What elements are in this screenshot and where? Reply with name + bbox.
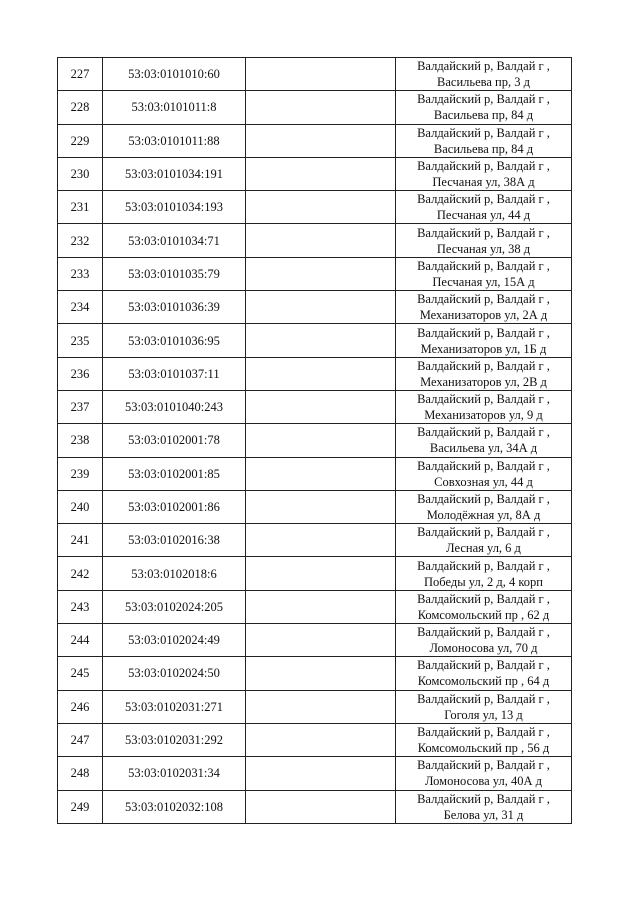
address-line-street: Белова ул, 31 д <box>443 807 524 822</box>
row-number: 231 <box>58 191 103 224</box>
row-number: 233 <box>58 257 103 290</box>
address-line-region: Валдайский р, Валдай г , <box>417 691 550 706</box>
table-row <box>58 690 572 723</box>
row-number: 234 <box>58 291 103 324</box>
row-number: 248 <box>58 757 103 790</box>
row-number: 230 <box>58 157 103 190</box>
row-number: 247 <box>58 723 103 756</box>
empty-cell <box>246 58 396 91</box>
address-line-region: Валдайский р, Валдай г , <box>417 525 550 540</box>
address-cell <box>396 257 572 290</box>
cadastral-number: 53:03:0102001:86 <box>103 490 246 523</box>
address-line-street: Совхозная ул, 44 д <box>434 474 533 489</box>
cadastral-number: 53:03:0102031:271 <box>103 690 246 723</box>
cadastral-number: 53:03:0102001:85 <box>103 457 246 490</box>
empty-cell <box>246 124 396 157</box>
address-line-street: Васильева пр, 3 д <box>437 75 530 90</box>
table-row <box>58 157 572 190</box>
empty-cell <box>246 557 396 590</box>
address-line-street: Механизаторов ул, 1Б д <box>420 341 547 356</box>
cadastral-number: 53:03:0102018:6 <box>103 557 246 590</box>
cadastral-number: 53:03:0101036:39 <box>103 291 246 324</box>
cadastral-number: 53:03:0102031:34 <box>103 757 246 790</box>
address-cell <box>396 91 572 124</box>
address-line-street: Гоголя ул, 13 д <box>444 707 523 722</box>
address-cell <box>396 191 572 224</box>
cadastral-number: 53:03:0101011:8 <box>103 91 246 124</box>
address-line-region: Валдайский р, Валдай г , <box>417 625 550 640</box>
address-line-street: Комсомольский пр , 56 д <box>417 741 550 756</box>
address-cell <box>396 457 572 490</box>
address-cell <box>396 790 572 823</box>
address-cell <box>396 357 572 390</box>
cadastral-number: 53:03:0102032:108 <box>103 790 246 823</box>
row-number: 235 <box>58 324 103 357</box>
address-line-street: Васильева пр, 84 д <box>433 141 534 156</box>
address-line-region: Валдайский р, Валдай г , <box>417 258 550 273</box>
address-line-street: Комсомольский пр , 64 д <box>417 674 550 689</box>
address-line-region: Валдайский р, Валдай г , <box>417 492 550 506</box>
table-row <box>58 191 572 224</box>
address-line-street: Васильева ул, 34А д <box>429 441 538 456</box>
address-cell <box>396 390 572 423</box>
address-line-region: Валдайский р, Валдай г , <box>417 425 550 440</box>
row-number: 244 <box>58 624 103 657</box>
address-line-street: Васильева пр, 84 д <box>433 108 534 123</box>
row-number: 245 <box>58 657 103 690</box>
table-row <box>58 490 572 523</box>
table-row <box>58 557 572 590</box>
table-row <box>58 257 572 290</box>
address-line-region: Валдайский р, Валдай г , <box>417 392 550 407</box>
address-cell <box>396 490 572 523</box>
address-line-street: Ломоносова ул, 70 д <box>429 641 538 656</box>
table-row <box>58 124 572 157</box>
row-number: 249 <box>58 790 103 823</box>
table-row <box>58 524 572 557</box>
table-row <box>58 657 572 690</box>
empty-cell <box>246 291 396 324</box>
table-row <box>58 790 572 823</box>
row-number: 239 <box>58 457 103 490</box>
row-number: 237 <box>58 390 103 423</box>
address-cell <box>396 58 572 91</box>
property-table <box>57 57 572 824</box>
empty-cell <box>246 390 396 423</box>
row-number: 242 <box>58 557 103 590</box>
address-line-region: Валдайский р, Валдай г , <box>417 225 550 240</box>
address-line-street: Механизаторов ул, 2В д <box>420 374 547 389</box>
empty-cell <box>246 157 396 190</box>
address-line-street: Песчаная ул, 44 д <box>436 208 531 223</box>
address-line-region: Валдайский р, Валдай г , <box>417 458 550 473</box>
address-line-region: Валдайский р, Валдай г , <box>417 292 550 307</box>
address-line-region: Валдайский р, Валдай г , <box>417 192 550 207</box>
empty-cell <box>246 657 396 690</box>
address-line-street: Песчаная ул, 15А д <box>432 274 535 289</box>
address-line-region: Валдайский р, Валдай г , <box>417 591 550 606</box>
address-cell <box>396 690 572 723</box>
address-line-street: Лесная ул, 6 д <box>446 541 521 556</box>
cadastral-number: 53:03:0101037:11 <box>103 357 246 390</box>
cadastral-number: 53:03:0101034:193 <box>103 191 246 224</box>
address-cell <box>396 224 572 257</box>
row-number: 227 <box>58 58 103 91</box>
cadastral-number: 53:03:0101010:60 <box>103 58 246 91</box>
address-line-region: Валдайский р, Валдай г , <box>417 558 550 573</box>
table-row <box>58 324 572 357</box>
address-line-street: Песчаная ул, 38 д <box>436 241 531 256</box>
address-line-region: Валдайский р, Валдай г , <box>417 92 550 107</box>
table-row <box>58 457 572 490</box>
empty-cell <box>246 257 396 290</box>
empty-cell <box>246 191 396 224</box>
empty-cell <box>246 590 396 623</box>
address-cell <box>396 324 572 357</box>
address-line-region: Валдайский р, Валдай г , <box>417 658 550 673</box>
row-number: 243 <box>58 590 103 623</box>
table-row <box>58 590 572 623</box>
address-cell <box>396 757 572 790</box>
address-line-region: Валдайский р, Валдай г , <box>417 159 550 174</box>
row-number: 238 <box>58 424 103 457</box>
empty-cell <box>246 224 396 257</box>
address-cell <box>396 557 572 590</box>
empty-cell <box>246 490 396 523</box>
empty-cell <box>246 457 396 490</box>
table-row <box>58 357 572 390</box>
property-table-body <box>58 58 572 824</box>
table-row <box>58 757 572 790</box>
address-cell <box>396 157 572 190</box>
cadastral-number: 53:03:0101036:95 <box>103 324 246 357</box>
row-number: 229 <box>58 124 103 157</box>
address-cell <box>396 590 572 623</box>
address-cell <box>396 291 572 324</box>
row-number: 246 <box>58 690 103 723</box>
empty-cell <box>246 723 396 756</box>
cadastral-number: 53:03:0102024:49 <box>103 624 246 657</box>
empty-cell <box>246 91 396 124</box>
table-row <box>58 624 572 657</box>
address-line-street: Победы ул, 2 д, 4 корп <box>424 574 543 589</box>
table-row <box>58 91 572 124</box>
table-row <box>58 291 572 324</box>
table-row <box>58 390 572 423</box>
address-cell <box>396 624 572 657</box>
empty-cell <box>246 757 396 790</box>
address-cell <box>396 524 572 557</box>
address-line-street: Молодёжная ул, 8А д <box>426 508 541 522</box>
cadastral-number: 53:03:0101034:191 <box>103 157 246 190</box>
address-line-region: Валдайский р, Валдай г , <box>417 325 550 340</box>
empty-cell <box>246 524 396 557</box>
cadastral-number: 53:03:0101035:79 <box>103 257 246 290</box>
address-line-region: Валдайский р, Валдай г , <box>417 59 550 74</box>
cadastral-number: 53:03:0101040:243 <box>103 390 246 423</box>
address-line-region: Валдайский р, Валдай г , <box>417 725 550 740</box>
empty-cell <box>246 624 396 657</box>
table-row <box>58 723 572 756</box>
cadastral-number: 53:03:0102024:205 <box>103 590 246 623</box>
address-cell <box>396 723 572 756</box>
address-line-street: Ломоносова ул, 40А д <box>425 774 542 789</box>
address-line-region: Валдайский р, Валдай г , <box>417 125 550 140</box>
cadastral-number: 53:03:0101034:71 <box>103 224 246 257</box>
empty-cell <box>246 790 396 823</box>
address-line-region: Валдайский р, Валдай г , <box>417 358 550 373</box>
address-line-region: Валдайский р, Валдай г , <box>417 758 550 773</box>
empty-cell <box>246 357 396 390</box>
row-number: 228 <box>58 91 103 124</box>
row-number: 232 <box>58 224 103 257</box>
table-row <box>58 224 572 257</box>
address-line-street: Механизаторов ул, 9 д <box>424 408 543 423</box>
address-cell <box>396 124 572 157</box>
cadastral-number: 53:03:0102016:38 <box>103 524 246 557</box>
table-row <box>58 58 572 91</box>
address-cell <box>396 424 572 457</box>
cadastral-number: 53:03:0102024:50 <box>103 657 246 690</box>
address-line-street: Песчаная ул, 38А д <box>432 175 535 190</box>
cadastral-number: 53:03:0101011:88 <box>103 124 246 157</box>
address-line-region: Валдайский р, Валдай г , <box>417 791 550 806</box>
address-cell <box>396 657 572 690</box>
row-number: 236 <box>58 357 103 390</box>
row-number: 240 <box>58 490 103 523</box>
table-row <box>58 424 572 457</box>
row-number: 241 <box>58 524 103 557</box>
address-line-street: Механизаторов ул, 2А д <box>419 308 548 323</box>
cadastral-number: 53:03:0102031:292 <box>103 723 246 756</box>
empty-cell <box>246 324 396 357</box>
empty-cell <box>246 424 396 457</box>
empty-cell <box>246 690 396 723</box>
address-line-street: Комсомольский пр , 62 д <box>417 607 550 622</box>
cadastral-number: 53:03:0102001:78 <box>103 424 246 457</box>
